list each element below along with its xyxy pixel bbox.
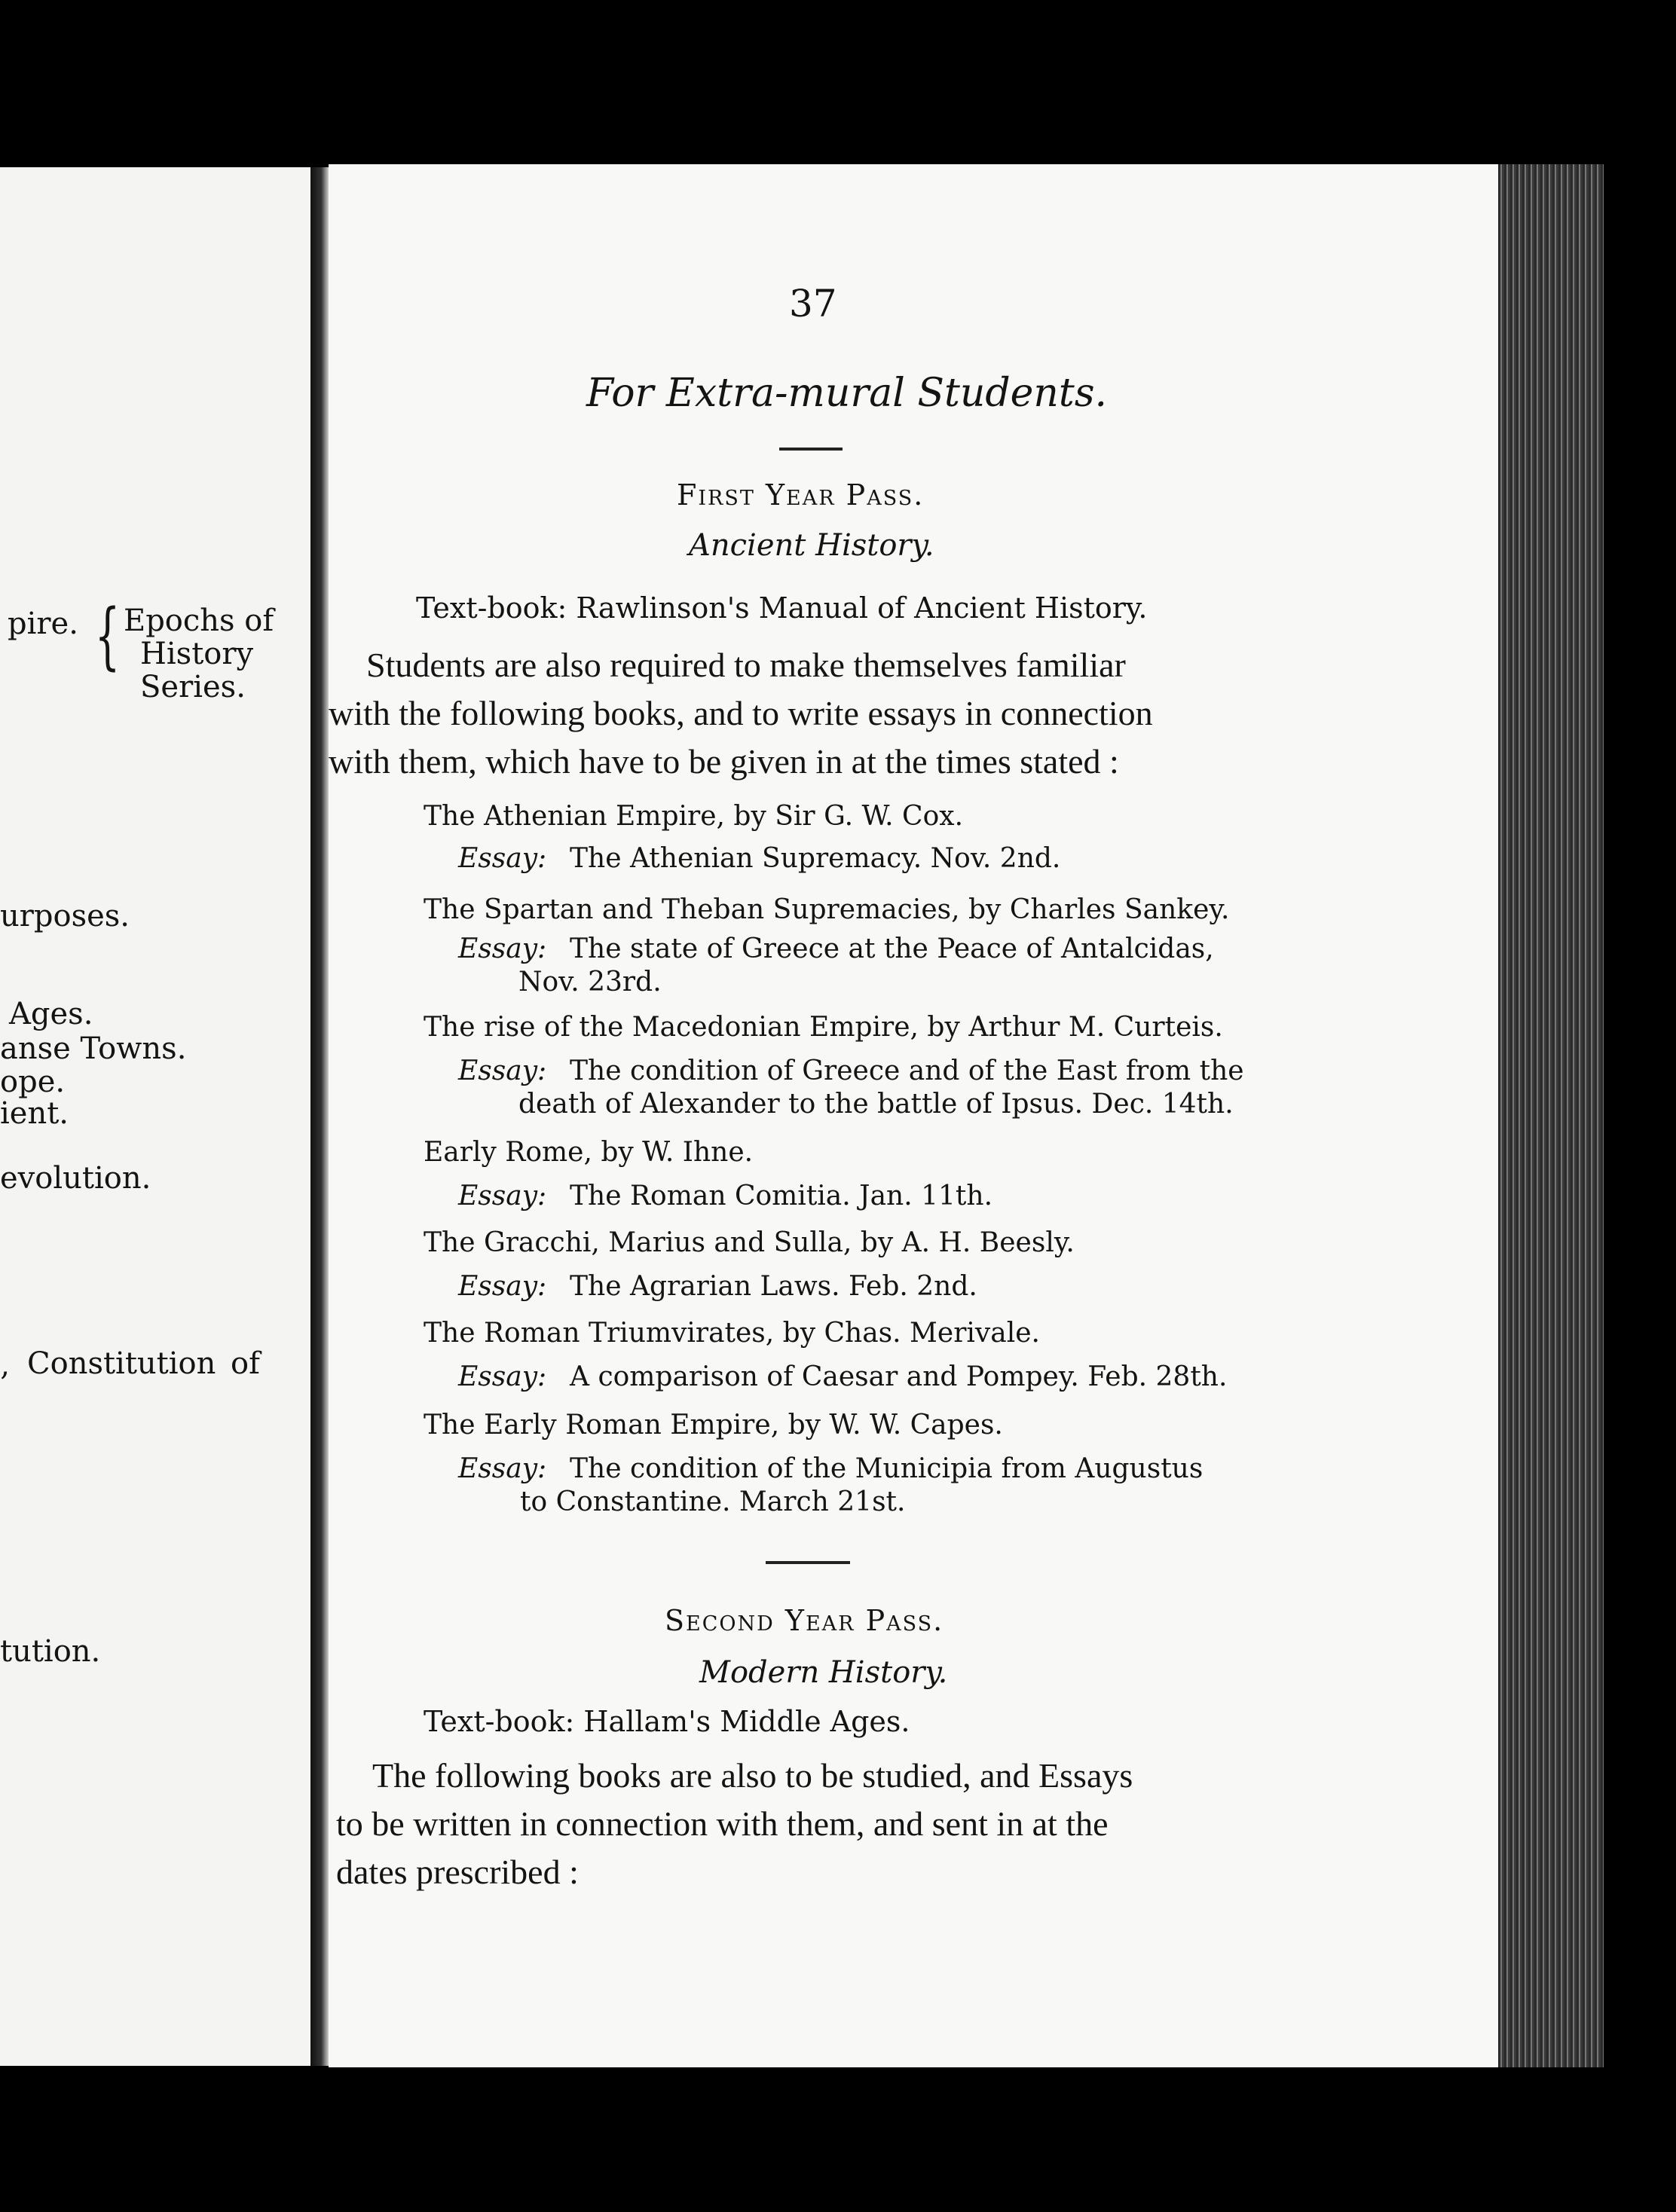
left-line: tution. bbox=[0, 1634, 101, 1669]
book-title: The rise of the Macedonian Empire, by Arthur M. Curteis. bbox=[424, 1012, 1223, 1043]
left-line: pire. bbox=[8, 606, 78, 641]
book-title: The Spartan and Theban Supremacies, by Charles Sankey. bbox=[424, 894, 1230, 925]
essay-text: The Athenian Supremacy. Nov. 2nd. bbox=[570, 843, 1061, 874]
intro-line: to be written in connection with them, and sent in at the bbox=[336, 1804, 1109, 1843]
brace-icon: { bbox=[94, 594, 121, 678]
essay-text: A comparison of Caesar and Pompey. Feb. 28th. bbox=[570, 1361, 1228, 1392]
left-line: ope. bbox=[0, 1065, 66, 1099]
essay-text: Nov. 23rd. bbox=[518, 967, 662, 998]
page-number: 37 bbox=[789, 282, 837, 325]
section-subtitle: Ancient History. bbox=[689, 528, 934, 563]
rule-divider bbox=[779, 448, 843, 451]
left-line: Series. bbox=[140, 670, 246, 704]
page-edges bbox=[1498, 164, 1604, 2067]
essay-label: Essay: bbox=[458, 1056, 547, 1086]
page-heading: For Extra-mural Students. bbox=[586, 371, 1108, 416]
textbook-line: Text-book: Rawlinson's Manual of Ancient History. bbox=[416, 591, 1148, 625]
essay-label: Essay: bbox=[458, 1361, 547, 1392]
section-subtitle: Modern History. bbox=[699, 1655, 948, 1690]
essay-text: The Roman Comitia. Jan. 11th. bbox=[570, 1181, 993, 1211]
essay-label: Essay: bbox=[458, 1181, 547, 1211]
essay-text: The Agrarian Laws. Feb. 2nd. bbox=[570, 1271, 977, 1302]
essay-label: Essay: bbox=[458, 843, 547, 874]
rule-divider bbox=[766, 1561, 850, 1564]
textbook-line: Text-book: Hallam's Middle Ages. bbox=[424, 1705, 910, 1738]
intro-line: with them, which have to be given in at the times stated : bbox=[329, 742, 1119, 781]
book-title: Early Rome, by W. Ihne. bbox=[424, 1137, 754, 1168]
essay-label: Essay: bbox=[458, 1271, 547, 1302]
essay-label: Essay: bbox=[458, 1453, 547, 1484]
essay-text: The condition of the Municipia from Augustus bbox=[570, 1453, 1203, 1484]
left-line: Epochs of bbox=[124, 603, 274, 638]
intro-line: The following books are also to be studied, and Essays bbox=[372, 1756, 1133, 1795]
left-line: anse Towns. bbox=[0, 1031, 187, 1066]
book-title: The Roman Triumvirates, by Chas. Merivale. bbox=[424, 1318, 1040, 1349]
intro-line: dates prescribed : bbox=[336, 1853, 579, 1891]
essay-label: Essay: bbox=[458, 933, 547, 964]
essay-text: The condition of Greece and of the East from the bbox=[570, 1056, 1244, 1086]
essay-text: The state of Greece at the Peace of Antalcidas, bbox=[570, 933, 1214, 964]
intro-line: Students are also required to make themselves familiar bbox=[366, 646, 1126, 684]
left-line: evolution. bbox=[0, 1161, 151, 1196]
essay-text: to Constantine. March 21st. bbox=[520, 1486, 906, 1517]
left-line: ient. bbox=[0, 1096, 69, 1131]
left-line: urposes. bbox=[0, 899, 130, 933]
left-line: Ages. bbox=[9, 997, 93, 1031]
left-line: ‚ bbox=[0, 1348, 10, 1382]
section-title: First Year Pass. bbox=[677, 478, 925, 512]
book-title: The Athenian Empire, by Sir G. W. Cox. bbox=[424, 801, 964, 832]
left-line: Constitution bbox=[27, 1346, 216, 1381]
left-line: of bbox=[231, 1346, 260, 1381]
section-title: Second Year Pass. bbox=[665, 1604, 944, 1637]
left-line: History bbox=[140, 637, 254, 671]
essay-text: death of Alexander to the battle of Ipsus. Dec. 14th. bbox=[518, 1089, 1234, 1120]
intro-line: with the following books, and to write essays in connection bbox=[329, 694, 1153, 732]
book-gutter bbox=[310, 167, 329, 2066]
book-title: The Gracchi, Marius and Sulla, by A. H. Beesly. bbox=[424, 1227, 1075, 1258]
book-title: The Early Roman Empire, by W. W. Capes. bbox=[424, 1410, 1003, 1441]
